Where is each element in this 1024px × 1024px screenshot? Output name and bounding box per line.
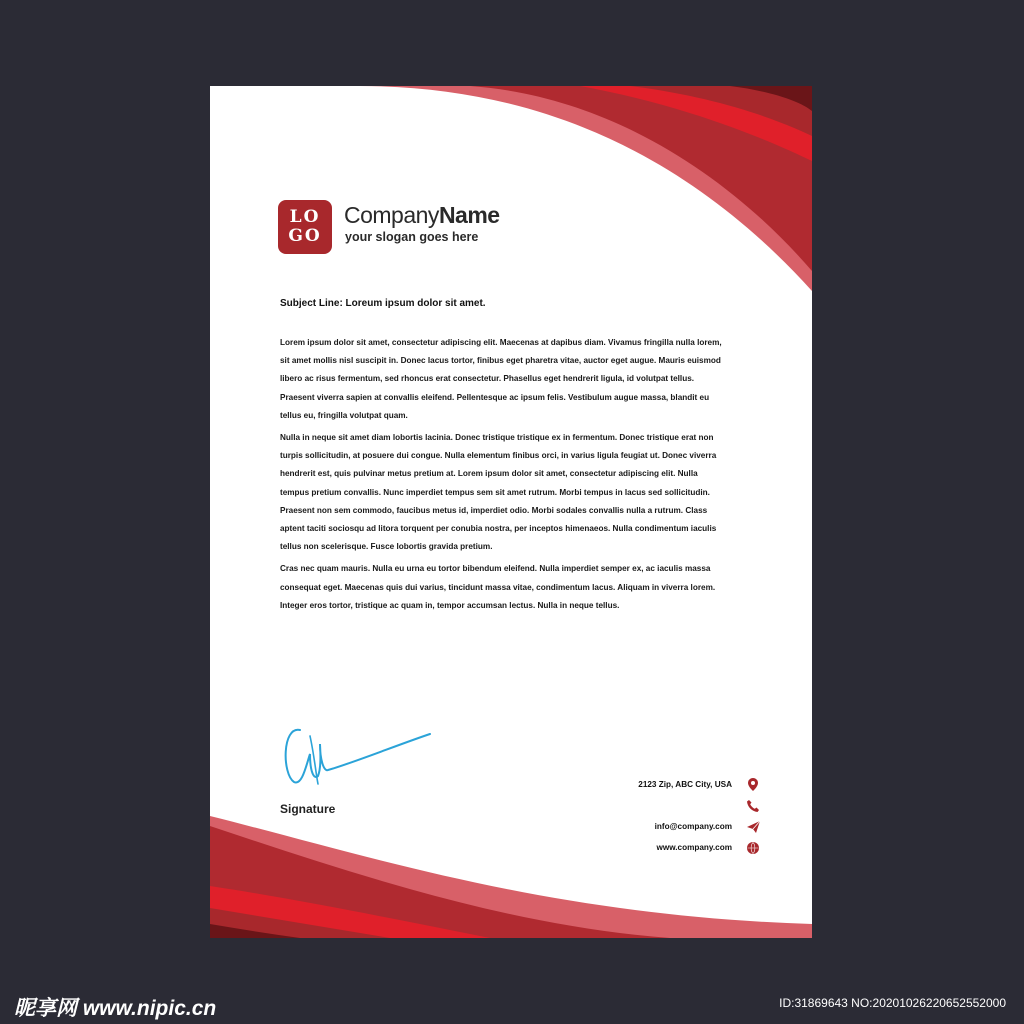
email-text: info@company.com — [654, 822, 732, 831]
body-paragraph-1: Lorem ipsum dolor sit amet, consectetur adipiscing elit. Maecenas at dapibus diam. Vivamus fringilla nulla lorem, sit amet mollis nisl suscipit in. Donec lacus tortor, finibus eget pharetra vitae, auctor eget augue. Mauris euismod libero ac risus fermentum, sed rhoncus erat consectetur. Phasellus eget hendrerit ligula, id volutpat tellus. Praesent viverra sapien at convallis eleifend. Pellentesque ac ipsum felis. Vestibulum augue massa, blandit eu tellus eu, fringilla volutpat quam. — [280, 338, 722, 420]
handwritten-signature — [280, 714, 440, 794]
address-text: 2123 Zip, ABC City, USA — [638, 780, 732, 789]
contact-block — [638, 774, 760, 858]
letter-body — [280, 334, 726, 619]
logo-line-1: LO — [289, 207, 321, 227]
website-text: www.company.com — [656, 843, 732, 852]
company-logo — [278, 200, 332, 254]
logo-line-2: GO — [288, 226, 322, 246]
company-name — [344, 202, 500, 229]
image-id-watermark: ID:31869643 NO:20201026220652552000 — [779, 996, 1006, 1010]
body-paragraph-3: Cras nec quam mauris. Nulla eu urna eu tortor bibendum eleifend. Nulla imperdiet semper ex, ac iaculis massa consequat eget. Maecenas quis dui varius, tincidunt massa vitae, condimentum lacus. Aliquam in viverra lorem. Integer eros tortor, tristique ac quam in, tempor accumsan lectus. Nulla in neque tellus. — [280, 564, 716, 610]
phone-icon — [746, 799, 760, 813]
signature-label: Signature — [280, 802, 336, 816]
company-slogan: your slogan goes here — [345, 230, 479, 244]
body-paragraph-2: Nulla in neque sit amet diam lobortis lacinia. Donec tristique tristique ex in fermentum. Donec tristique erat non turpis sollicitudin, at posuere dui congue. Nulla elementum finibus orci, in varius ligula feugiat ut. Donec viverra hendrerit est, quis pulvinar metus pretium at. Lorem ipsum dolor sit amet, consectetur adipiscing elit. Nulla tempus pretium convallis. Nunc imperdiet tempus sem sit amet rutrum. Morbi tempus in lacus sed sollicitudin. Praesent non sem commodo, faucibus metus id, imperdiet odio. Morbi sodales convallis nulla a rutrum. Class aptent taciti sociosqu ad litora torquent per conubia nostra, per inceptos himenaeos. Nulla condimentum iaculis tellus non scelerisque. Fusce lobortis gravida pretium. — [280, 433, 717, 552]
location-pin-icon — [746, 778, 760, 792]
company-name-bold: Name — [438, 202, 500, 228]
contact-email — [655, 816, 760, 837]
contact-address — [638, 774, 760, 795]
company-name-light: Company — [344, 202, 439, 228]
subject-line: Subject Line: Loreum ipsum dolor sit amet. — [280, 298, 486, 309]
contact-website — [656, 837, 760, 858]
site-watermark: 昵享网 www.nipic.cn — [14, 997, 217, 1020]
paper-plane-icon — [746, 820, 760, 834]
letterhead-page — [210, 86, 812, 938]
contact-phone — [732, 795, 760, 816]
globe-icon — [746, 841, 760, 855]
